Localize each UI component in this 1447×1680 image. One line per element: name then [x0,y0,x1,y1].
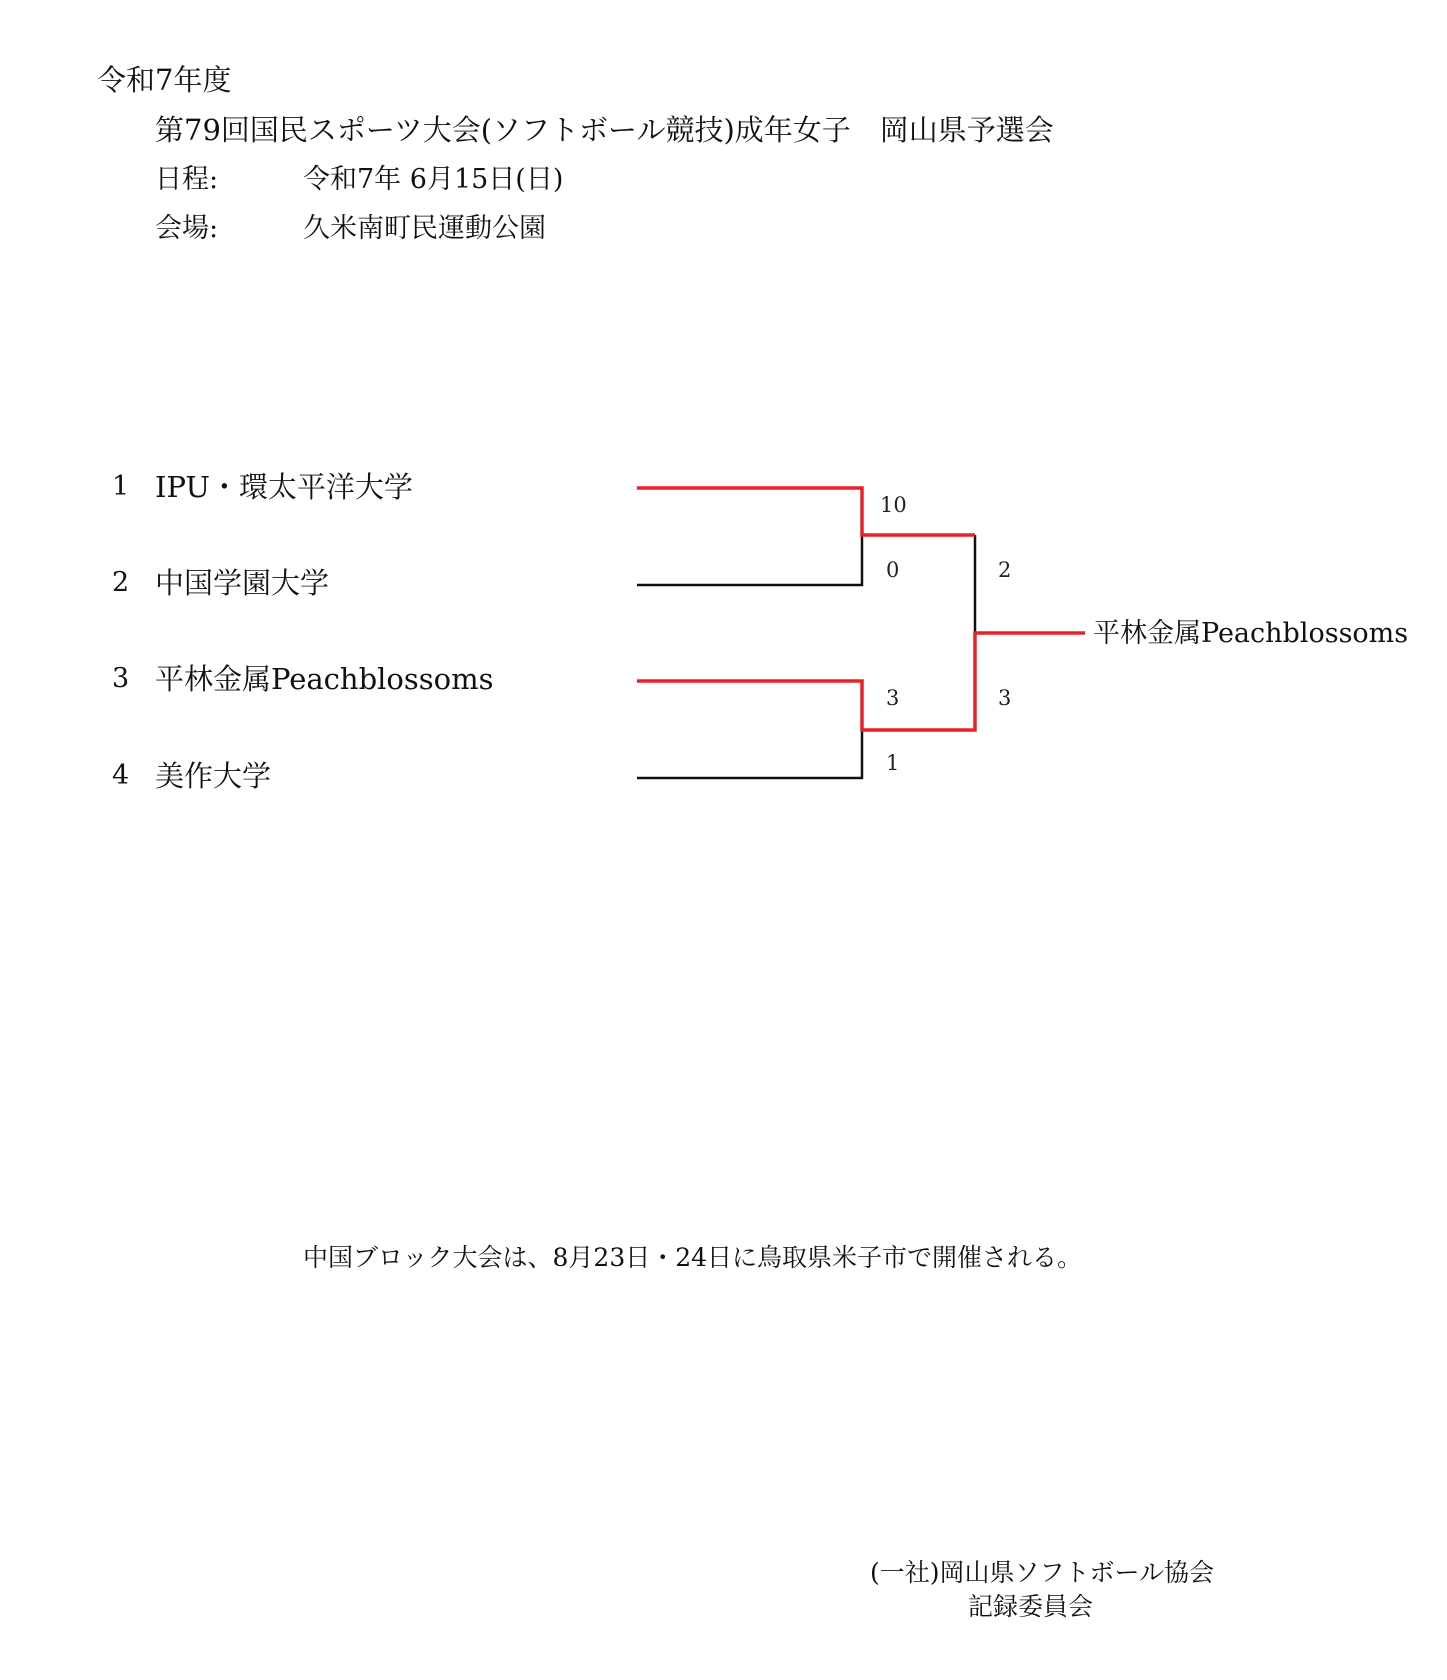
bracket-line-team-4 [637,730,862,778]
team-seed: 2 [112,567,130,598]
score-final-bottom: 3 [998,686,1012,710]
score-semifinal-1-top: 10 [880,493,907,517]
bracket-line-team-1 [637,488,975,535]
bracket-line-team-3 [637,633,1085,730]
organizer-committee: 記録委員会 [968,1592,1094,1621]
team-name: 中国学園大学 [155,566,330,600]
score-semifinal-2-top: 3 [886,686,900,710]
champion-name: 平林金属Peachblossoms [1093,618,1409,649]
regional-tournament-note: 中国ブロック大会は、8月23日・24日に鳥取県米子市で開催される。 [303,1243,1083,1272]
venue-label: 会場: [155,213,219,244]
score-semifinal-1-bottom: 0 [886,558,900,582]
bracket-line-team-2 [637,535,862,585]
tournament-title: 第79回国民スポーツ大会(ソフトボール競技)成年女子 岡山県予選会 [155,113,1054,147]
date-label: 日程: [155,164,219,195]
team-name: 美作大学 [155,759,272,793]
score-semifinal-2-bottom: 1 [886,751,900,775]
team-seed: 3 [112,663,130,694]
team-name: 平林金属Peachblossoms [155,662,494,696]
fiscal-year: 令和7年度 [97,63,232,97]
organizer-association: (一社)岡山県ソフトボール協会 [870,1558,1215,1587]
team-seed: 4 [112,760,130,791]
venue-value: 久米南町民運動公園 [303,213,546,244]
team-name: IPU・環太平洋大学 [155,470,413,504]
team-seed: 1 [112,471,130,502]
date-value: 令和7年 6月15日(日) [303,164,564,195]
score-final-top: 2 [998,558,1012,582]
